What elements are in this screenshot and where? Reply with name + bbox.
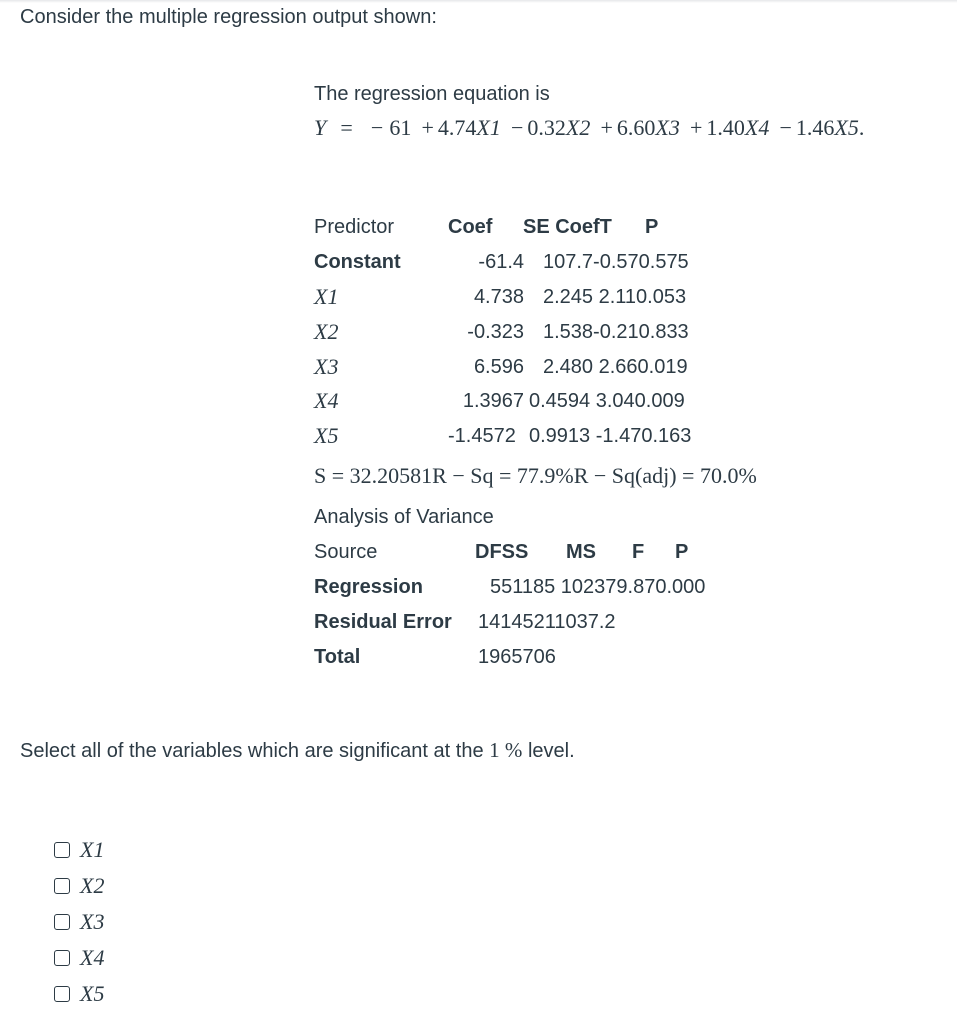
option-x4[interactable] <box>54 944 104 972</box>
eq-minus5: − <box>779 115 792 140</box>
eq-c2: 0.32 <box>527 115 566 140</box>
equation-intro: The regression equation is <box>314 83 550 105</box>
coef-row-x2-predictor: X2 <box>314 319 339 344</box>
eq-v4: X4 <box>744 115 770 140</box>
coef-header-se-coeft: SE CoefT <box>523 216 612 238</box>
option-x2-label: X2 <box>80 873 105 898</box>
option-x1[interactable] <box>54 836 104 864</box>
option-x5-label: X5 <box>80 981 105 1006</box>
instruction <box>20 738 575 763</box>
coef-row-constant-rest: 107.7-0.570.575 <box>543 251 689 273</box>
instruction-text: Select all of the variables which are significant at the <box>20 740 484 762</box>
instruction-suffix: level. <box>527 740 575 762</box>
coef-row-x5-predictor: X5 <box>314 423 339 448</box>
coef-row-x2-coef: -0.323 <box>467 321 524 343</box>
option-x3[interactable] <box>54 908 104 936</box>
anova-header-dfss: DFSS <box>475 541 529 563</box>
coef-row-x5-rest: 0.9913 -1.470.163 <box>529 425 692 447</box>
regression-equation <box>314 115 864 141</box>
coef-row-x3-coef: 6.596 <box>473 356 524 378</box>
eq-v3: X3 <box>655 115 680 140</box>
eq-end: . <box>858 115 865 140</box>
anova-header-p: P <box>675 541 689 563</box>
anova-row-total-values: 1965706 <box>478 646 556 668</box>
eq-v1: X1 <box>476 115 501 140</box>
checkbox-x5[interactable] <box>54 986 70 1002</box>
eq-c5: 1.46 <box>795 115 835 140</box>
coef-row-x1-predictor: X1 <box>314 284 339 309</box>
anova-row-regression-values: 551185 102379.870.000 <box>490 576 706 598</box>
option-x3-label: X3 <box>80 909 105 934</box>
eq-c0: 61 <box>389 115 412 140</box>
coef-row-x3-predictor: X3 <box>314 354 339 379</box>
top-divider <box>0 0 957 3</box>
eq-minus: − <box>370 115 384 140</box>
anova-row-residual-source: Residual Error <box>314 611 452 633</box>
eq-equals: = <box>340 115 353 140</box>
instruction-level: 1 % <box>489 738 523 762</box>
option-x2[interactable] <box>54 872 104 900</box>
anova-title: Analysis of Variance <box>314 506 494 528</box>
checkbox-x2[interactable] <box>54 878 70 894</box>
eq-c1: 4.74 <box>437 115 477 140</box>
coef-row-x1-coef: 4.738 <box>473 286 524 308</box>
eq-y: Y <box>314 115 327 140</box>
coef-row-constant-coef: -61.4 <box>478 251 524 273</box>
coef-header-p: P <box>645 216 659 238</box>
coef-row-constant-predictor: Constant <box>314 251 401 273</box>
coef-row-x4-rest: 0.4594 3.040.009 <box>529 390 685 412</box>
eq-minus2: − <box>510 115 524 140</box>
anova-header-source: Source <box>314 541 378 563</box>
eq-c4: 1.40 <box>706 115 745 140</box>
option-x1-label: X1 <box>80 837 105 862</box>
coef-row-x5-coef: -1.4572 <box>448 425 516 447</box>
coef-header-predictor: Predictor <box>314 216 395 238</box>
question-prompt: Consider the multiple regression output shown: <box>20 6 437 28</box>
checkbox-x4[interactable] <box>54 950 70 966</box>
coef-row-x3-rest: 2.480 2.660.019 <box>543 356 688 378</box>
option-x5[interactable] <box>54 980 104 1008</box>
checkbox-x1[interactable] <box>54 842 70 858</box>
anova-header-ms: MS <box>566 541 596 563</box>
coef-header-coef: Coef <box>448 216 493 238</box>
eq-c3: 6.60 <box>616 115 656 140</box>
fit-statistics: S = 32.20581R − Sq = 77.9%R − Sq(adj) = 70.0% <box>314 463 757 488</box>
anova-header-f: F <box>632 541 645 563</box>
eq-v2: X2 <box>565 115 591 140</box>
eq-plus3: + <box>600 115 613 140</box>
checkbox-x3[interactable] <box>54 914 70 930</box>
eq-v5: X5 <box>834 115 859 140</box>
eq-plus4: + <box>689 115 703 140</box>
anova-row-total-source: Total <box>314 646 361 668</box>
option-x4-label: X4 <box>80 945 105 970</box>
eq-plus1: + <box>421 115 434 140</box>
coef-row-x1-rest: 2.245 2.110.053 <box>543 286 687 308</box>
coef-row-x4-coef: 1.3967 <box>462 390 524 412</box>
anova-row-residual-values: 14145211037.2 <box>478 611 616 633</box>
coef-row-x4-predictor: X4 <box>314 388 339 413</box>
coef-row-x2-rest: 1.538-0.210.833 <box>543 321 689 343</box>
anova-row-regression-source: Regression <box>314 576 423 598</box>
